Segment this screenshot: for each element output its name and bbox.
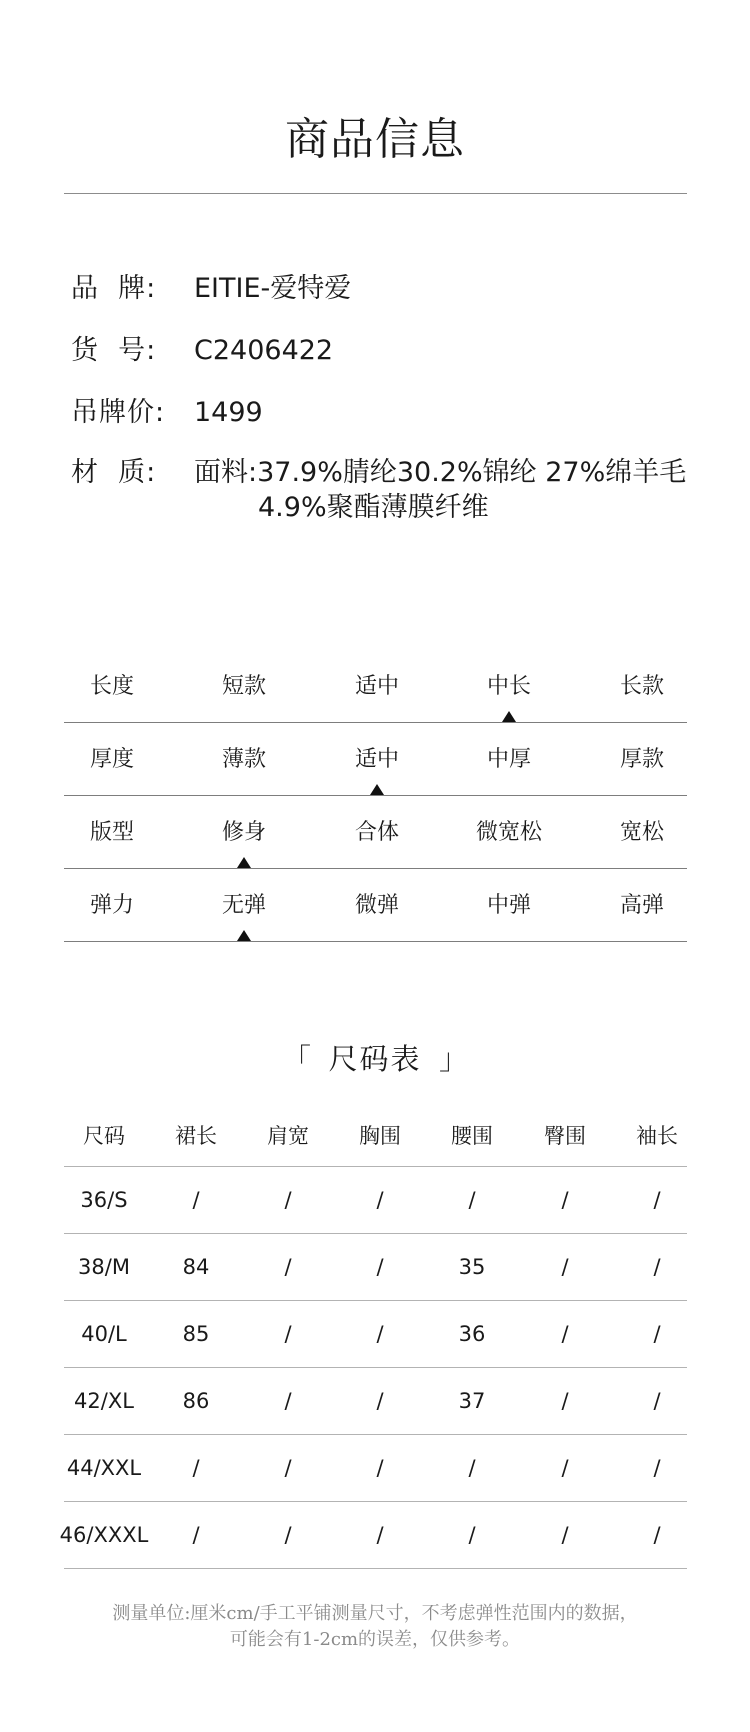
table-cell: 37 <box>458 1389 486 1413</box>
table-row <box>64 1234 687 1301</box>
attr-option: 中弹 <box>486 893 531 918</box>
attr-option: 修身 <box>221 820 266 845</box>
material-value-line2: 4.9%聚酯薄膜纤维 <box>258 492 489 523</box>
header-cell: 胸围 <box>359 1124 401 1148</box>
sku-label: 货 号: <box>71 335 157 366</box>
table-cell: / <box>561 1255 569 1279</box>
table-cell: / <box>653 1523 661 1547</box>
selected-marker-icon <box>502 711 516 722</box>
table-row <box>59 1502 687 1569</box>
header-cell: 尺码 <box>83 1124 125 1148</box>
table-cell: / <box>653 1456 661 1480</box>
table-row <box>64 1435 687 1502</box>
attr-option: 厚款 <box>619 747 664 772</box>
measurement-note-line2: 可能会有1-2cm的误差，仅供参考。 <box>229 1629 521 1650</box>
attr-option: 中厚 <box>486 747 531 772</box>
attr-option: 中长 <box>486 674 531 699</box>
bracket-close: 」 <box>438 1042 468 1076</box>
attr-option: 无弹 <box>221 893 266 918</box>
table-cell: 36 <box>458 1322 486 1346</box>
table-cell: / <box>653 1322 661 1346</box>
attr-label: 版型 <box>89 820 134 845</box>
table-row <box>64 1301 687 1368</box>
table-cell: / <box>468 1188 476 1212</box>
attr-option: 适中 <box>354 747 399 772</box>
table-cell: 44/XXL <box>66 1456 142 1480</box>
table-cell: 35 <box>458 1255 486 1279</box>
selected-marker-icon <box>237 857 251 868</box>
header-cell: 裙长 <box>175 1124 217 1148</box>
table-row <box>64 1368 687 1435</box>
row-divider <box>64 1568 687 1569</box>
table-cell: 84 <box>182 1255 210 1279</box>
size-table-header <box>64 1120 687 1167</box>
title-divider <box>64 193 687 194</box>
table-cell: 85 <box>182 1322 210 1346</box>
table-cell: 40/L <box>81 1322 127 1346</box>
header-cell: 肩宽 <box>267 1124 309 1148</box>
size-chart-title-text: 尺码表 <box>328 1042 422 1076</box>
header-cell: 臀围 <box>544 1124 586 1148</box>
attr-divider <box>64 941 687 942</box>
attr-row-fit <box>64 796 687 869</box>
attr-option: 高弹 <box>619 893 664 918</box>
attr-row-elasticity <box>64 869 687 942</box>
measurement-note-line1: 测量单位:厘米cm/手工平铺测量尺寸，不考虑弹性范围内的数据， <box>112 1603 638 1624</box>
material-label: 材 质: <box>71 457 157 488</box>
selected-marker-icon <box>370 784 384 795</box>
sku-value: C2406422 <box>194 335 334 366</box>
table-cell: / <box>284 1523 292 1547</box>
table-cell: / <box>192 1523 200 1547</box>
size-table <box>59 1120 687 1569</box>
table-cell: / <box>376 1456 384 1480</box>
table-row <box>64 1167 687 1234</box>
table-cell: / <box>284 1389 292 1413</box>
table-cell: / <box>468 1456 476 1480</box>
table-cell: / <box>376 1523 384 1547</box>
size-chart-title <box>0 1040 750 1078</box>
page-title: 商品信息 <box>285 114 465 165</box>
attr-option: 微弹 <box>354 893 399 918</box>
table-cell: / <box>376 1255 384 1279</box>
table-cell: 46/XXXL <box>59 1523 149 1547</box>
price-label: 吊牌价: <box>71 397 166 428</box>
attr-option: 长款 <box>619 674 664 699</box>
table-cell: / <box>653 1188 661 1212</box>
table-cell: / <box>284 1322 292 1346</box>
attr-option: 适中 <box>354 674 399 699</box>
attr-row-length <box>64 650 687 723</box>
table-cell: 42/XL <box>74 1389 134 1413</box>
brand-label: 品 牌: <box>71 273 157 304</box>
table-cell: / <box>561 1322 569 1346</box>
attr-option: 微宽松 <box>475 820 542 845</box>
attr-option: 合体 <box>354 820 399 845</box>
table-cell: / <box>561 1389 569 1413</box>
table-cell: / <box>561 1523 569 1547</box>
material-value-line1: 面料:37.9%腈纶30.2%锦纶 27%绵羊毛 <box>194 457 687 488</box>
table-cell: / <box>561 1188 569 1212</box>
price-value: 1499 <box>194 397 263 428</box>
table-cell: / <box>653 1389 661 1413</box>
table-cell: / <box>653 1255 661 1279</box>
table-cell: 86 <box>182 1389 210 1413</box>
attr-label: 弹力 <box>89 893 134 918</box>
header-cell: 腰围 <box>451 1124 493 1148</box>
attr-row-thickness <box>64 723 687 796</box>
table-cell: / <box>192 1188 200 1212</box>
attr-option: 短款 <box>221 674 266 699</box>
selected-marker-icon <box>237 930 251 941</box>
attr-label: 长度 <box>89 674 134 699</box>
table-cell: / <box>284 1456 292 1480</box>
attr-option: 薄款 <box>221 747 266 772</box>
header-cell: 袖长 <box>636 1124 678 1148</box>
table-cell: / <box>376 1322 384 1346</box>
table-cell: / <box>284 1188 292 1212</box>
table-cell: / <box>561 1456 569 1480</box>
table-cell: / <box>376 1188 384 1212</box>
attr-label: 厚度 <box>89 747 134 772</box>
bracket-open: 「 <box>281 1042 311 1076</box>
table-cell: / <box>192 1456 200 1480</box>
table-cell: 36/S <box>80 1188 128 1212</box>
table-cell: / <box>468 1523 476 1547</box>
attr-option: 宽松 <box>619 820 664 845</box>
table-cell: / <box>376 1389 384 1413</box>
brand-value: EITIE-爱特爱 <box>194 273 352 304</box>
table-cell: 38/M <box>78 1255 130 1279</box>
table-cell: / <box>284 1255 292 1279</box>
